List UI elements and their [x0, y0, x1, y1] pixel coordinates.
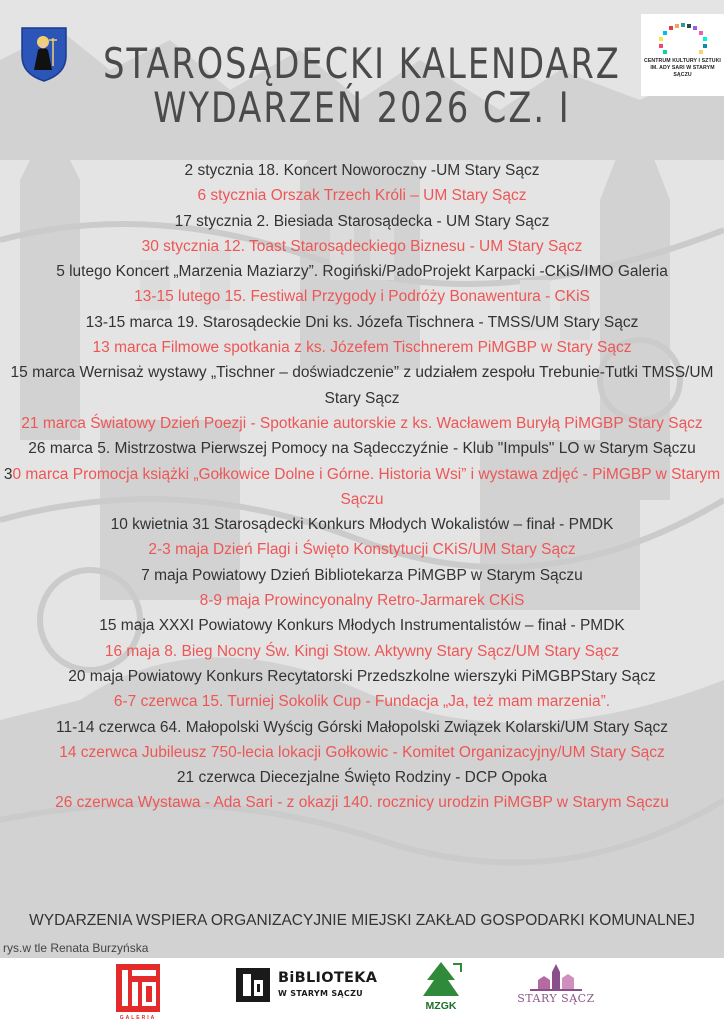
event-item	[0, 790, 724, 815]
event-text: 15 marca Wernisaż wystawy „Tischner – doświadczenie” z udziałem zespołu Trebunie-Tutki TMSS/UM Stary Sącz	[10, 364, 714, 407]
event-item	[0, 462, 724, 513]
event-item	[0, 158, 724, 183]
biblioteka-logo	[236, 966, 376, 1006]
event-text: 21 czerwca Diecezjalne Święto Rodziny - DCP Opoka	[176, 769, 548, 787]
event-item	[0, 588, 724, 613]
event-item	[0, 310, 724, 335]
event-text: 11-14 czerwca 64. Małopolski Wyścig Górski Małopolski Związek Kolarski/UM Stary Sącz	[55, 718, 668, 736]
imo-galeria-logo	[114, 962, 162, 1024]
ckis-dots-icon	[641, 14, 724, 58]
event-text: 13-15 marca 19. Starosądeckie Dni ks. Józefa Tischnera - TMSS/UM Stary Sącz	[85, 313, 639, 331]
events-list	[0, 158, 724, 816]
imo-caption: GALERIA	[119, 1015, 157, 1021]
biblioteka-name: BiBLIOTEKA	[278, 970, 378, 986]
mzgk-tree-icon	[417, 960, 465, 1002]
event-text: 14 czerwca Jubileusz 750-lecia lokacji Gołkowic - Komitet Organizacyjny/UM Stary Sącz	[59, 743, 665, 761]
ckis-name: CENTRUM KULTURY I SZTUKI	[644, 58, 721, 64]
event-text: 15 maja XXXI Powiatowy Konkurs Młodych Instrumentalistów – finał - PMDK	[99, 617, 625, 635]
event-item	[0, 715, 724, 740]
event-item	[0, 639, 724, 664]
event-text: 30 stycznia 12. Toast Starosądeckiego Biznesu - UM Stary Sącz	[141, 237, 583, 255]
event-item	[0, 209, 724, 234]
event-item	[0, 664, 724, 689]
event-item	[0, 411, 724, 436]
ckis-subname: IM. ADY SARI W STARYM SĄCZU	[650, 65, 715, 79]
event-item	[0, 284, 724, 309]
page-title	[72, 39, 651, 132]
mzgk-name: MZGK	[425, 1000, 457, 1012]
ckis-logo	[641, 14, 724, 96]
event-item	[0, 183, 724, 208]
city-crest-icon	[20, 26, 68, 82]
event-text: 8-9 maja Prowincyonalny Retro-Jarmarek CKiS	[199, 592, 525, 610]
event-text: 2-3 maja Dzień Flagi i Święto Konstytucji CKiS/UM Stary Sącz	[148, 541, 576, 559]
title-line-1: STAROSĄDECKI KALENDARZ	[103, 39, 621, 88]
event-text: 13 marca Filmowe spotkania z ks. Józefem Tischnerem PiMGBP w Stary Sącz	[92, 339, 632, 357]
event-item	[0, 512, 724, 537]
event-item	[0, 689, 724, 714]
illustration-credit: rys.w tle Renata Burzyńska	[3, 941, 149, 955]
event-lead-digit: 3	[3, 465, 13, 483]
event-text: 26 marca 5. Mistrzostwa Pierwszej Pomocy na Sądecczyźnie - Klub "Impuls" LO w Starym Sączu	[28, 440, 696, 458]
event-text: 0 marca Promocja książki „Gołkowice Dolne i Górne. Historia Wsi” i wystawa zdjęć - PiMGBP w Starym Sączu	[12, 465, 721, 508]
event-item	[0, 234, 724, 259]
event-text: 2 stycznia 18. Koncert Noworoczny -UM Stary Sącz	[184, 162, 540, 179]
event-text: 5 lutego Koncert „Marzenia Maziarzy”. Rogiński/PadoProjekt Karpacki -CKiS/IMO Galeria	[56, 263, 668, 281]
biblioteka-location: W STARYM SĄCZU	[278, 989, 363, 998]
imo-mark-icon	[114, 962, 162, 1014]
stary-sacz-skyline-icon	[516, 962, 596, 992]
event-item	[0, 360, 724, 411]
event-text: 6-7 czerwca 15. Turniej Sokolik Cup - Fundacja „Ja, też mam marzenia”.	[113, 693, 611, 711]
event-text: 26 czerwca Wystawa - Ada Sari - z okazji 140. rocznicy urodzin PiMGBP w Starym Sączu	[55, 794, 669, 812]
event-text: 21 marca Światowy Dzień Poezji - Spotkanie autorskie z ks. Wacławem Buryłą PiMGBP Stary Sącz	[21, 414, 703, 432]
event-text: 20 maja Powiatowy Konkurs Recytatorski Przedszkolne wierszyki PiMGBPStary Sącz	[68, 667, 656, 685]
support-note: WYDARZENIA WSPIERA ORGANIZACYJNIE MIEJSKI ZAKŁAD GOSPODARKI KOMUNALNEJ	[29, 912, 695, 929]
mzgk-logo	[417, 960, 465, 1022]
event-item	[0, 436, 724, 461]
stary-sacz-name: STARY SĄCZ	[517, 992, 595, 1005]
event-text: 17 stycznia 2. Biesiada Starosądecka - UM Stary Sącz	[174, 212, 550, 230]
event-text: 16 maja 8. Bieg Nocny Św. Kingi Stow. Aktywny Stary Sącz/UM Stary Sącz	[104, 642, 620, 660]
event-text: 10 kwietnia 31 Starosądecki Konkurs Młodych Wokalistów – finał - PMDK	[110, 516, 614, 534]
partner-logos	[0, 958, 724, 1024]
title-line-2: WYDARZEŃ 2026 CZ. I	[153, 83, 571, 132]
event-item	[0, 765, 724, 790]
event-text: 6 stycznia Orszak Trzech Króli – UM Stary Sącz	[197, 187, 527, 205]
event-item	[0, 563, 724, 588]
event-item	[0, 335, 724, 360]
event-text: 13-15 lutego 15. Festiwal Przygody i Podróży Bonawentura - CKiS	[134, 288, 590, 306]
stary-sacz-logo	[516, 962, 596, 1022]
event-item	[0, 613, 724, 638]
event-item	[0, 259, 724, 284]
event-item	[0, 740, 724, 765]
event-text: 7 maja Powiatowy Dzień Bibliotekarza PiMGBP w Starym Sączu	[141, 566, 583, 584]
event-item	[0, 537, 724, 562]
biblioteka-mark-icon	[236, 968, 270, 1002]
